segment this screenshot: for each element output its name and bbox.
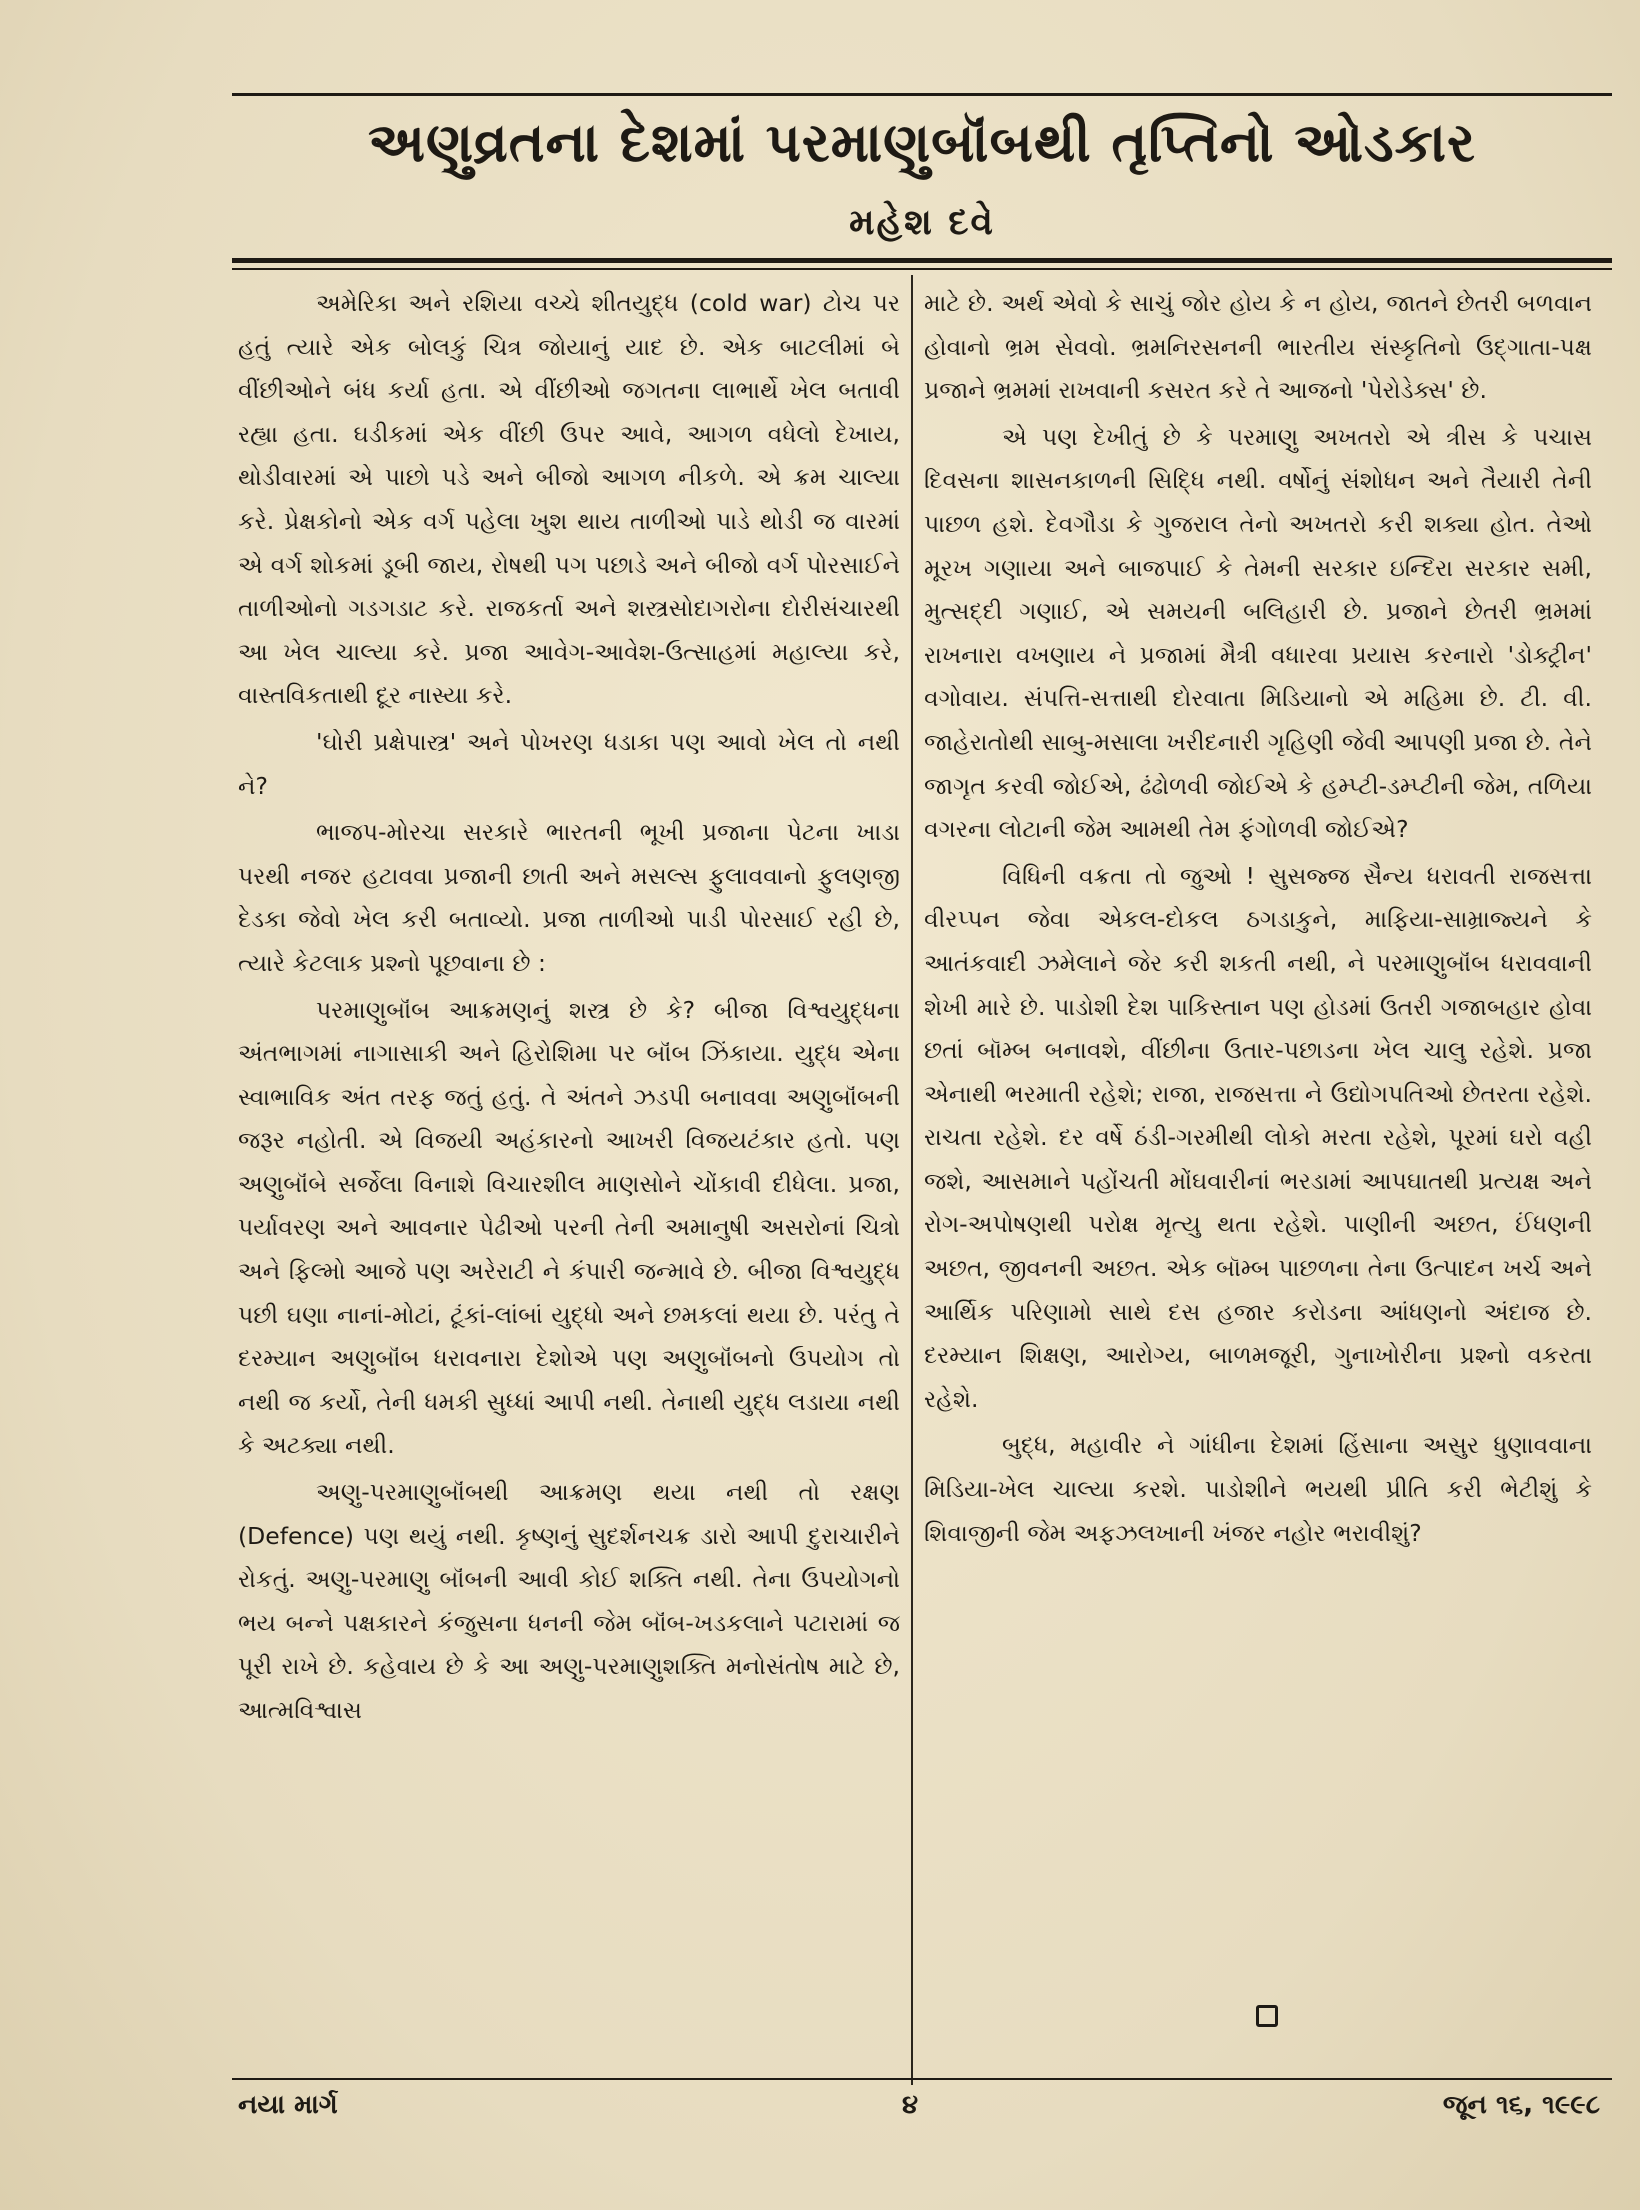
article-title: અણુવ્રતના દેશમાં પરમાણુબૉંબથી તૃપ્તિનો ઓડકાર	[368, 111, 1476, 174]
column-divider	[911, 275, 913, 2085]
paragraph: બુદ્ધ, મહાવીર ને ગાંધીના દેશમાં હિંસાના અસુર ધુણાવવાના મિડિયા-ખેલ ચાલ્યા કરશે. પાડોશીને ભયથી પ્રીતિ કરી ભેટીશું કે શિવાજીની જેમ અફઝલખાની ખંજર નહોર ભરાવીશું?	[924, 1431, 1592, 1547]
footer-page-number: ૪	[901, 2090, 919, 2120]
left-column	[238, 282, 900, 1736]
end-of-article-square-icon	[1256, 2005, 1278, 2027]
paragraph: ભાજપ-મોરચા સરકારે ભારતની ભૂખી પ્રજાના પેટના ખાડા પરથી નજર હટાવવા પ્રજાની છાતી અને મસલ્સ ફુલાવવાનો ફુલણજી દેડકા જેવો ખેલ કરી બતાવ્યો. પ્રજા તાળીઓ પાડી પોરસાઈ રહી છે, ત્યારે કેટલાક પ્રશ્નો પૂછવાના છે :	[238, 818, 900, 977]
article-author: મહેશ દવે	[849, 202, 995, 243]
right-column	[924, 282, 1592, 1558]
header-rule-thick	[232, 258, 1612, 263]
paragraph: વિધિની વક્રતા તો જુઓ ! સુસજ્જ સૈન્ય ધરાવતી રાજસત્તા વીરપ્પન જેવા એકલ-દોકલ ઠગડાકુને, માફિયા-સામ્રાજ્યને કે આતંકવાદી ઝમેલાને જેર કરી શકતી નથી, ને પરમાણુબૉંબ ધરાવવાની શેખી મારે છે. પાડોશી દેશ પાકિસ્તાન પણ હોડમાં ઉતરી ગજાબહાર હોવા છતાં બૉમ્બ બનાવશે, વીંછીના ઉતાર-પછાડના ખેલ ચાલુ રહેશે. પ્રજા એનાથી ભરમાતી રહેશે; રાજા, રાજસત્તા ને ઉદ્યોગપતિઓ છેતરતા રહેશે. રાચતા રહેશે. દર વર્ષે ઠંડી-ગરમીથી લોકો મરતા રહેશે, પૂરમાં ઘરો વહી જશે, આસમાને પહોંચતી મોંઘવારીનાં ભરડામાં આપઘાતથી પ્રત્યક્ષ અને રોગ-અપોષણથી પરોક્ષ મૃત્યુ થતા રહેશે. પાણીની અછત, ઈંધણની અછત, જીવનની અછત. એક બૉમ્બ પાછળના તેના ઉત્પાદન ખર્ચ અને આર્થિક પરિણામો સાથે દસ હજાર કરોડના આંધણનો અંદાજ છે. દરમ્યાન શિક્ષણ, આરોગ્ય, બાળમજૂરી, ગુનાખોરીના પ્રશ્નો વકરતા રહેશે.	[924, 861, 1592, 1413]
header-rule-thin	[232, 268, 1612, 270]
paragraph-continued: માટે છે. અર્થ એવો કે સાચું જોર હોય કે ન હોય, જાતને છેતરી બળવાન હોવાનો ભ્રમ સેવવો. ભ્રમનિરસનની ભારતીય સંસ્કૃતિનો ઉદ્‌ગાતા-પક્ષ પ્રજાને ભ્રમમાં રાખવાની કસરત કરે તે આજનો 'પેરોડેક્સ' છે.	[924, 289, 1592, 405]
top-rule	[232, 93, 1612, 96]
paragraph: 'ઘોરી પ્રક્ષેપાસ્ત્ર' અને પોખરણ ધડાકા પણ આવો ખેલ તો નથી ને?	[238, 727, 900, 800]
paragraph: અમેરિકા અને રશિયા વચ્ચે શીતયુદ્ધ (cold war) ટોચ પર હતું ત્યારે એક બોલકું ચિત્ર જોયાનું યાદ છે. એક બાટલીમાં બે વીંછીઓને બંધ કર્યા હતા. એ વીંછીઓ જગતના લાભાર્થે ખેલ બતાવી રહ્યા હતા. ઘડીકમાં એક વીંછી ઉપર આવે, આગળ વધેલો દેખાય, થોડીવારમાં એ પાછો પડે અને બીજો આગળ નીકળે. એ ક્રમ ચાલ્યા કરે. પ્રેક્ષકોનો એક વર્ગ પહેલા ખુશ થાય તાળીઓ પાડે થોડી જ વારમાં એ વર્ગ શોકમાં ડૂબી જાય, રોષથી પગ પછાડે અને બીજો વર્ગ પોરસાઈને તાળીઓનો ગડગડાટ કરે. રાજકર્તા અને શસ્ત્રસોદાગરોના દોરીસંચારથી આ ખેલ ચાલ્યા કરે. પ્રજા આવેગ-આવેશ-ઉત્સાહમાં મહાલ્યા કરે, વાસ્તવિકતાથી દૂર નાસ્યા કરે.	[238, 289, 900, 710]
paragraph: અણુ-પરમાણુબૉંબથી આક્રમણ થયા નથી તો રક્ષણ (Defence) પણ થયું નથી. કૃષ્ણનું સુદર્શનચક્ર ડારો આપી દુરાચારીને રોકતું. અણુ-પરમાણુ બૉંબની આવી કોઈ શક્તિ નથી. તેના ઉપયોગનો ભય બન્ને પક્ષકારને કંજુસના ધનની જેમ બૉંબ-ખડકલાને પટારામાં જ પૂરી રાખે છે. કહેવાય છે કે આ અણુ-પરમાણુશક્તિ મનોસંતોષ માટે છે, આત્મવિશ્વાસ	[238, 1478, 900, 1724]
footer-rule	[232, 2078, 1612, 2080]
paragraph: પરમાણુબૉંબ આક્રમણનું શસ્ત્ર છે કે? બીજા વિશ્વયુદ્ધના અંતભાગમાં નાગાસાકી અને હિરોશિમા પર બૉંબ ઝિંકાયા. યુદ્ધ એના સ્વાભાવિક અંત તરફ જતું હતું. તે અંતને ઝડપી બનાવવા અણુબૉંબની જરૂર નહોતી. એ વિજયી અહંકારનો આખરી વિજયટંકાર હતો. પણ અણુબૉંબે સર્જેલા વિનાશે વિચારશીલ માણસોને ચોંકાવી દીધેલા. પ્રજા, પર્યાવરણ અને આવનાર પેઢીઓ પરની તેની અમાનુષી અસરોનાં ચિત્રો અને ફિલ્મો આજે પણ અરેરાટી ને કંપારી જન્માવે છે. બીજા વિશ્વયુદ્ધ પછી ઘણા નાનાં-મોટાં, ટૂંકાં-લાંબાં યુદ્ધો અને છમકલાં થયા છે. પરંતુ તે દરમ્યાન અણુબૉંબ ધરાવનારા દેશોએ પણ અણુબૉંબનો ઉપયોગ તો નથી જ કર્યો, તેની ધમકી સુધ્ધાં આપી નથી. તેનાથી યુદ્ધ લડાયા નથી કે અટક્યા નથી.	[238, 995, 900, 1460]
paragraph: એ પણ દેખીતું છે કે પરમાણુ અખતરો એ ત્રીસ કે પચાસ દિવસના શાસનકાળની સિદ્ધિ નથી. વર્ષોનું સંશોધન અને તૈયારી તેની પાછળ હશે. દેવગૌડા કે ગુજરાલ તેનો અખતરો કરી શક્યા હોત. તેઓ મૂરખ ગણાયા અને બાજપાઈ કે તેમની સરકાર ઇન્દિરા સરકાર સમી, મુત્સદ્દી ગણાઈ, એ સમયની બલિહારી છે. પ્રજાને છેતરી ભ્રમમાં રાખનારા વખણાય ને પ્રજામાં મૈત્રી વધારવા પ્રયાસ કરનારો 'ડોક્ટ્રીન' વગોવાય. સંપત્તિ-સત્તાથી દોરવાતા મિડિયાનો એ મહિમા છે. ટી. વી. જાહેરાતોથી સાબુ-મસાલા ખરીદનારી ગૃહિણી જેવી આપણી પ્રજા છે. તેને જાગૃત કરવી જોઈએ, ઢંઢોળવી જોઈએ કે હમ્પ્ટી-ડમ્પ્ટીની જેમ, તળિયા વગરના લોટાની જેમ આમથી તેમ ફંગોળવી જોઈએ?	[924, 422, 1592, 844]
footer-date: જૂન ૧૬, ૧૯૯૮	[1442, 2090, 1600, 2120]
footer-magazine-name: નયા માર્ગ	[238, 2090, 338, 2120]
